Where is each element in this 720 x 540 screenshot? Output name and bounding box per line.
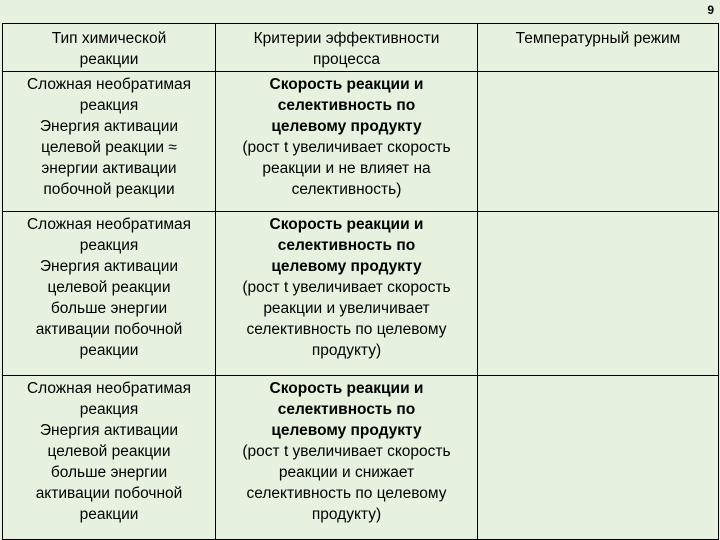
criteria-bold-line: Скорость реакции и: [269, 380, 424, 397]
criteria-note-line: реакции и снижает: [278, 464, 415, 481]
cell-line: больше энергии: [50, 300, 168, 317]
criteria-note-line: (рост t увеличивает скорость: [242, 139, 451, 156]
cell-line: целевой реакции ≈: [41, 139, 177, 156]
criteria-cell: [216, 376, 478, 540]
table-row: [3, 72, 719, 212]
reaction-type-cell: [3, 212, 216, 376]
page-number: 9: [707, 3, 714, 17]
cell-line: реакция: [79, 97, 139, 114]
cell-line: активации побочной: [35, 485, 183, 502]
cell-line: Энергия активации: [39, 118, 179, 135]
reaction-type-cell: [3, 72, 216, 212]
criteria-note-line: (рост t увеличивает скорость: [242, 443, 451, 460]
criteria-note-line: селективность по целевому: [246, 485, 447, 502]
cell-line: целевой реакции: [47, 443, 171, 460]
criteria-note-line: продукту): [311, 506, 382, 523]
criteria-note-line: продукту): [311, 342, 382, 359]
criteria-bold-line: селективность по: [277, 401, 416, 418]
cell-line: реакции: [79, 342, 139, 359]
table-row: [3, 212, 719, 376]
cell-line: энергии активации: [41, 160, 177, 177]
header-line: процесса: [312, 51, 381, 68]
header-criteria: [216, 24, 478, 72]
header-reaction-type: [3, 24, 216, 72]
criteria-bold-line: целевому продукту: [271, 118, 422, 135]
criteria-note-line: селективность по целевому: [246, 321, 447, 338]
criteria-bold-line: целевому продукту: [271, 422, 422, 439]
criteria-bold-line: селективность по: [277, 237, 416, 254]
criteria-note-line: селективность): [291, 181, 402, 198]
criteria-cell: [216, 72, 478, 212]
cell-line: активации побочной: [35, 321, 183, 338]
reaction-type-cell: [3, 376, 216, 540]
criteria-note-line: реакции и не влияет на: [262, 160, 431, 177]
header-line: реакции: [79, 51, 139, 68]
cell-line: реакции: [79, 506, 139, 523]
criteria-cell: [216, 212, 478, 376]
header-temperature: [478, 24, 719, 72]
criteria-note-line: реакции и увеличивает: [263, 300, 430, 317]
table-header-row: [3, 24, 719, 72]
table-row: [3, 376, 719, 540]
cell-line: целевой реакции: [47, 279, 171, 296]
cell-line: реакция: [79, 401, 139, 418]
cell-line: Энергия активации: [39, 258, 179, 275]
temperature-cell: [478, 212, 719, 376]
cell-line: побочной реакции: [43, 181, 175, 198]
criteria-note-line: (рост t увеличивает скорость: [242, 279, 451, 296]
cell-line: Энергия активации: [39, 422, 179, 439]
criteria-bold-line: целевому продукту: [271, 258, 422, 275]
cell-line: реакция: [79, 237, 139, 254]
criteria-bold-line: Скорость реакции и: [269, 216, 424, 233]
cell-line: Сложная необратимая: [26, 380, 192, 397]
criteria-bold-line: Скорость реакции и: [269, 76, 424, 93]
cell-line: больше энергии: [50, 464, 168, 481]
temperature-cell: [478, 376, 719, 540]
temperature-cell: [478, 72, 719, 212]
header-line: Температурный режим: [515, 30, 681, 47]
header-line: Критерии эффективности: [253, 30, 440, 47]
header-line: Тип химической: [51, 30, 167, 47]
criteria-table: [2, 23, 719, 540]
criteria-bold-line: селективность по: [277, 97, 416, 114]
cell-line: Сложная необратимая: [26, 216, 192, 233]
cell-line: Сложная необратимая: [26, 76, 192, 93]
